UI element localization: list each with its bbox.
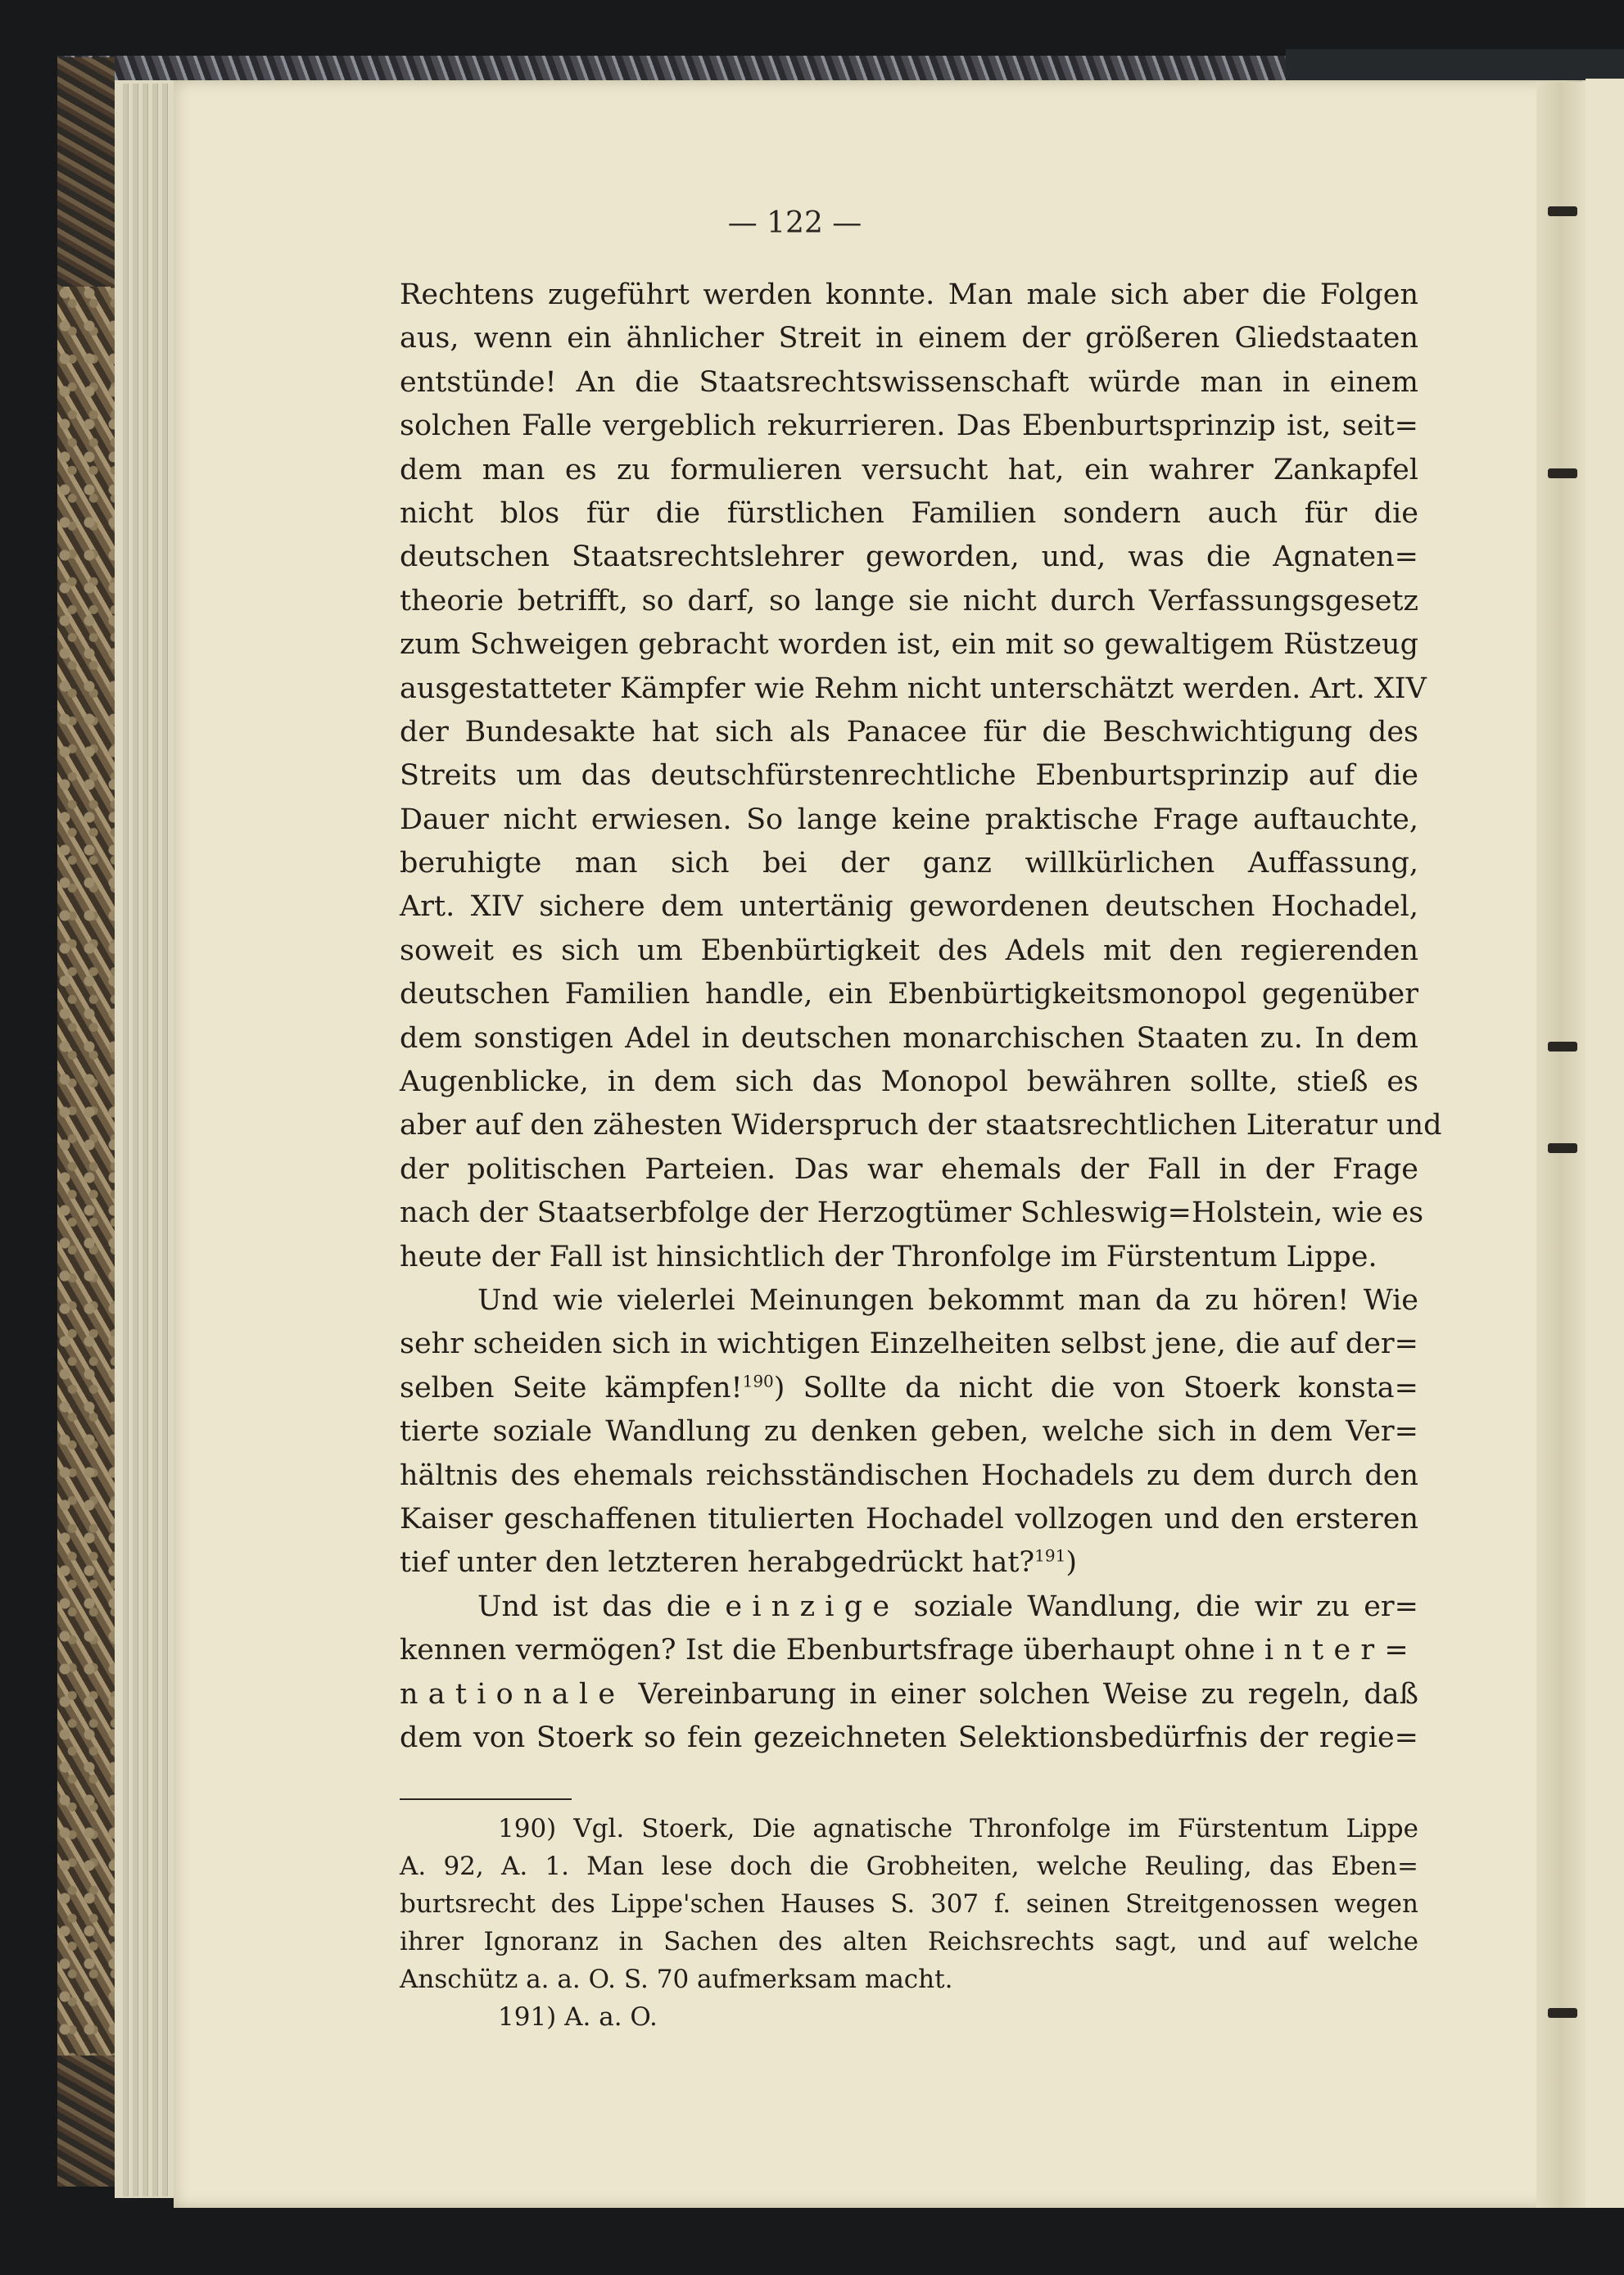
text-line <box>400 1673 1418 1716</box>
footnote-ref-190: 190 <box>742 1371 774 1391</box>
book-cover-left-edge <box>57 57 115 2187</box>
text-fragment: kennen vermögen? Ist die Ebenburtsfrage überhaupt ohne <box>400 1634 1255 1667</box>
text-line: der Bundesakte hat sich als Panacee für die Beschwichtigung des <box>400 715 1418 749</box>
marbled-endpaper <box>57 287 115 2056</box>
text-line <box>400 1541 1418 1585</box>
text-line: entstünde! An die Staatsrechtswissenschaft würde man in einem <box>400 365 1418 399</box>
page-edge <box>152 84 158 2196</box>
footnote-line: Anschütz a. a. O. S. 70 aufmerksam macht. <box>400 1965 953 1994</box>
body-text <box>400 274 1442 1760</box>
text-line: hältnis des ehemals reichsständischen Hochadels zu dem durch den <box>400 1459 1418 1492</box>
text-line: heute der Fall ist hinsichtlich der Thronfolge im Fürstentum Lippe. <box>400 1240 1377 1273</box>
text-line: zum Schweigen gebracht worden ist, ein mit so gewaltigem Rüstzeug <box>400 628 1418 662</box>
text-line: dem von Stoerk so fein gezeichneten Selektionsbedürfnis der regie= <box>400 1721 1418 1754</box>
text-line: deutschen Familien handle, ein Ebenbürtigkeitsmonopol gegenüber <box>400 978 1418 1011</box>
text-line: Und wie vielerlei Meinungen bekommt man da zu hören! Wie <box>477 1283 1418 1317</box>
text-line: nach der Staatserbfolge der Herzogtümer Schleswig=Holstein, wie es <box>400 1196 1424 1230</box>
footnote-line: A. 92, A. 1. Man lese doch die Grobheiten, welche Reuling, das Eben= <box>400 1852 1418 1881</box>
page-edge <box>123 84 129 2196</box>
text-fragment: ) <box>1065 1546 1077 1580</box>
text-fragment: tief unter den letzteren herabgedrückt hat? <box>400 1546 1035 1580</box>
emphasized-word: einzige <box>725 1590 900 1623</box>
page-edge <box>162 84 168 2196</box>
binding-stitch <box>1548 1143 1577 1153</box>
text-line: aus, wenn ein ähnlicher Streit in einem der größeren Gliedstaaten <box>400 322 1418 355</box>
text-line: deutschen Staatsrechtslehrer geworden, und, was die Agnaten= <box>400 540 1418 574</box>
text-line: aber auf den zähesten Widerspruch der staatsrechtlichen Literatur und <box>400 1109 1442 1142</box>
text-line: Kaiser geschaffenen titulierten Hochadel vollzogen und den ersteren <box>400 1502 1418 1536</box>
text-line: soweit es sich um Ebenbürtigkeit des Adels mit den regierenden <box>400 934 1418 967</box>
binding-stitch <box>1548 1042 1577 1052</box>
text-line: Augenblicke, in dem sich das Monopol bewähren sollte, stieß es <box>400 1065 1418 1099</box>
footnote-line: 190) Vgl. Stoerk, Die agnatische Thronfolge im Fürstentum Lippe <box>498 1814 1418 1843</box>
text-line: Streits um das deutschfürstenrechtliche Ebenburtsprinzip auf die <box>400 759 1418 793</box>
text-line: beruhigte man sich bei der ganz willkürlichen Auffassung, <box>400 847 1418 880</box>
emphasized-word: inter= <box>1264 1634 1418 1667</box>
text-line <box>400 1629 1418 1672</box>
text-line: dem man es zu formulieren versucht hat, ein wahrer Zankapfel <box>400 453 1418 486</box>
text-line: Rechtens zugeführt werden konnte. Man male sich aber die Folgen <box>400 278 1418 311</box>
page-edge <box>133 84 138 2196</box>
text-fragment: soziale Wandlung, die wir zu er= <box>913 1590 1418 1623</box>
facing-page-edge <box>1586 79 1624 2208</box>
text-fragment: ) Sollte da nicht die von Stoerk konsta= <box>773 1371 1418 1404</box>
text-line <box>400 1367 1418 1410</box>
text-line: solchen Falle vergeblich rekurrieren. Das Ebenburtsprinzip ist, seit= <box>400 409 1418 443</box>
binding-stitch <box>1548 468 1577 478</box>
text-fragment: Und ist das die <box>477 1590 712 1623</box>
page-edge <box>142 84 148 2196</box>
footnotes <box>400 1810 1418 2036</box>
text-line: Art. XIV sichere dem untertänig gewordenen deutschen Hochadel, <box>400 890 1418 924</box>
text-line: nicht blos für die fürstlichen Familien sondern auch für die <box>400 496 1418 530</box>
text-line: der politischen Parteien. Das war ehemals der Fall in der Frage <box>400 1152 1418 1186</box>
text-line: sehr scheiden sich in wichtigen Einzelheiten selbst jene, die auf der= <box>400 1327 1418 1361</box>
footnote-line: 191) A. a. O. <box>498 2002 658 2032</box>
text-line: Dauer nicht erwiesen. So lange keine praktische Frage auftauchte, <box>400 803 1418 836</box>
text-fragment: Vereinbarung in einer solchen Weise zu regeln, daß <box>638 1677 1418 1711</box>
footnote-ref-191: 191 <box>1034 1545 1066 1566</box>
text-line <box>400 1585 1418 1629</box>
text-fragment: selben Seite kämpfen! <box>400 1371 743 1404</box>
footnote-line: ihrer Ignoranz in Sachen des alten Reichsrechts sagt, und auf welche <box>400 1927 1418 1956</box>
emphasized-word: nationale <box>400 1677 626 1711</box>
footnote-line: burtsrecht des Lippe'schen Hauses S. 307 f. seinen Streitgenossen wegen <box>400 1889 1418 1919</box>
text-line: ausgestatteter Kämpfer wie Rehm nicht unterschätzt werden. Art. XIV <box>400 672 1427 705</box>
footnote-rule <box>400 1798 572 1800</box>
binding-stitch <box>1548 2008 1577 2018</box>
text-line: tierte soziale Wandlung zu denken geben, welche sich in dem Ver= <box>400 1415 1418 1449</box>
text-line: dem sonstigen Adel in deutschen monarchischen Staaten zu. In dem <box>400 1021 1418 1055</box>
page-number: — 122 — <box>727 206 862 240</box>
text-line: theorie betrifft, so darf, so lange sie nicht durch Verfassungsgesetz <box>400 584 1418 617</box>
